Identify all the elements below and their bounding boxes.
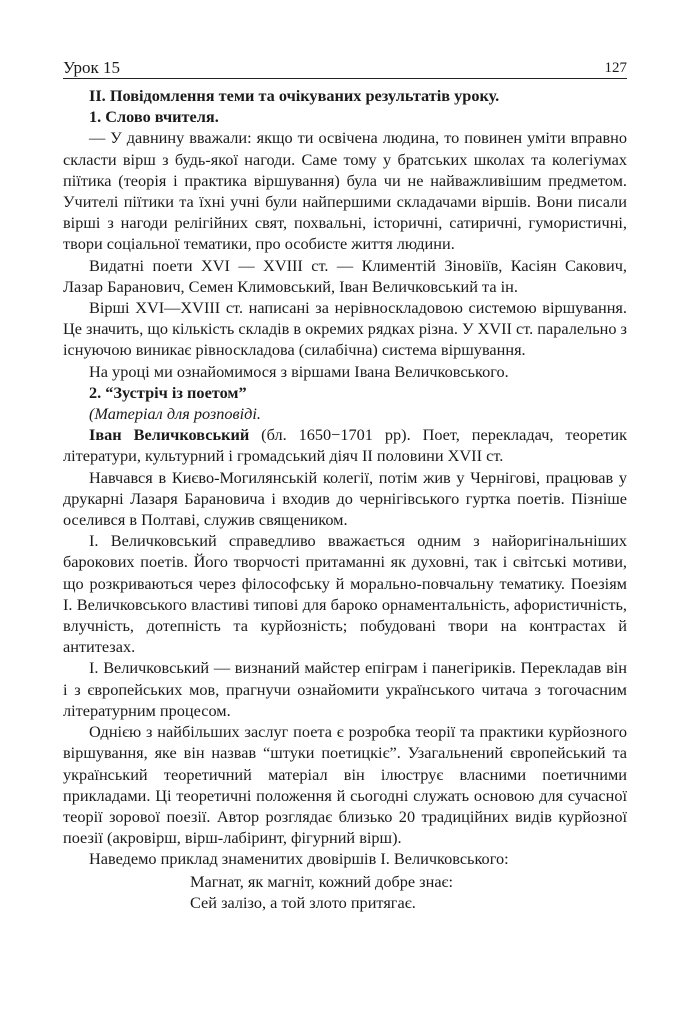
- paragraph: Вірші XVI—XVIII ст. написані за нерівноскладовою системою віршування. Це значить, що кількість складів в окремих рядках різна. У XVII ст. паралельно з існуючою виникає рівноскладова (силабічна) система віршування.: [63, 298, 627, 360]
- bio-intro-text: (бл. 1650−1701 рр). Поет, перекладач, теоретик літератури, культурний і громадський діяч ІІ половини XVII ст.: [63, 425, 627, 466]
- meeting-heading: 2. “Зустріч із поетом”: [89, 382, 247, 402]
- poem: [190, 871, 627, 913]
- bio-intro: [63, 424, 627, 466]
- paragraph: І. Величковський справедливо вважається одним з найоригінальніших барокових поетів. Його творчості притаманні як духовні, так і світські мотиви, що розкриваються через філософську й морально-повчальну тематику. Поезіям І. Величковського властиві типові для бароко орнаментальність, афористичність, влучність, дотепність та курйозність; побудовані твори на контрастах й антитезах.: [63, 531, 627, 657]
- material-note: (Матеріал для розповіді.: [89, 404, 261, 424]
- poet-name: Іван Величковський: [89, 425, 250, 445]
- paragraph: — У давнину вважали: якщо ти освічена людина, то повинен уміти вправно скласти вірш з будь-якої нагоди. Саме тому у братських школах та колегіумах піїтика (теорія і практика віршування) була чи не найважливішим предметом. Учителі піїтики та їхні учні були найпершими складачами віршів. Вони писали вірші з нагоди релігійних свят, похвальні, історичні, сатиричні, гумористичні, твори соціальної тематики, про особисте життя людини.: [63, 128, 627, 254]
- lesson-label: Урок 15: [63, 58, 121, 77]
- paragraph: І. Величковський — визнаний майстер епіграм і панегіриків. Перекладав він і з європейських мов, прагнучи ознайомити українського читача з тогочасним літературним процесом.: [63, 658, 627, 720]
- page-header: [63, 52, 627, 79]
- paragraph: Наведемо приклад знаменитих двовіршів І. Величковського:: [89, 849, 509, 869]
- section-title: ІІ. Повідомлення теми та очікуваних результатів уроку.: [89, 86, 500, 105]
- poem-line: Сей залізо, а той злото притягає.: [190, 892, 416, 912]
- poem-line: Магнат, як магніт, кожний добре знає:: [190, 871, 454, 891]
- page-body: [63, 85, 627, 913]
- book-page: [63, 52, 627, 913]
- teacher-word-heading: 1. Слово вчителя.: [89, 107, 219, 127]
- page-number: 127: [604, 60, 627, 76]
- paragraph: Видатні поети XVI — XVIII ст. — Климентій Зіновіїв, Касіян Сакович, Лазар Баранович, Семен Климовський, Іван Величковський та ін.: [63, 255, 627, 296]
- paragraph: Однією з найбільших заслуг поета є розробка теорії та практики курйозного віршування, яке він назвав “штуки поетицкіє”. Узагальнений європейський та український теоретичний матеріал він ілюструє власними поетичними прикладами. Ці теоретичні положення й сьогодні служать основою для сучасної теорії зорової поезії. Автор розглядає близько 20 традиційних видів курйозної поезії (акровірш, вірш-лабіринт, фігурний вірш).: [63, 722, 627, 848]
- paragraph: Навчався в Києво-Могилянській колегії, потім жив у Чернігові, працював у друкарні Лазаря Барановича і входив до чернігівського гуртка поетів. Пізніше оселився в Полтаві, служив священиком.: [63, 467, 627, 530]
- paragraph: На уроці ми ознайомимося з віршами Івана Величковського.: [89, 361, 509, 381]
